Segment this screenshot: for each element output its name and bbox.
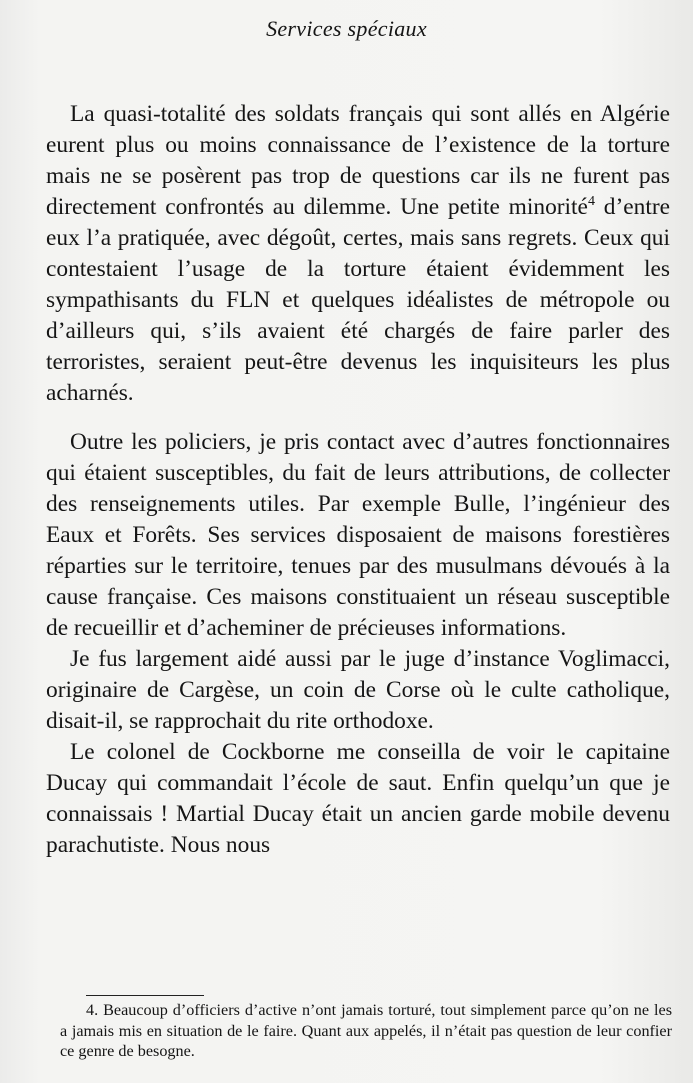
footnote-text: 4. Beaucoup d’officiers d’active n’ont jamais torturé, tout simplement parce qu’on ne les a jamais mis en situation de le faire. Quant aux appelés, il n’était pas question de leur confier ce genre de besogne. (60, 1001, 672, 1060)
footnote (60, 1000, 672, 1062)
paragraph-1 (46, 99, 670, 409)
main-text (46, 99, 670, 861)
paragraph-2: Outre les policiers, je pris contact avec d’autres fonctionnaires qui étaient susceptibles, du fait de leurs attributions, de collecter des renseignements utiles. Par exemple Bulle, l’ingénieur des Eaux et Forêts. Ses services disposaient de maisons forestières réparties sur le territoire, tenues par des musulmans dévoués à la cause française. Ces maisons constituaient un réseau susceptible de recueillir et d’acheminer de précieuses informations. (46, 429, 670, 641)
paragraph-3: Je fus largement aidé aussi par le juge d’instance Voglimacci, originaire de Cargèse, un coin de Corse où le culte catholique, disait-il, se rapprochait du rite orthodoxe. (46, 646, 670, 734)
paragraph-4: Le colonel de Cockborne me conseilla de voir le capitaine Ducay qui commandait l’école de saut. Enfin quelqu’un que je connaissais ! Martial Ducay était un ancien garde mobile devenu parachutiste. Nous nous (46, 739, 670, 858)
paragraph-1-text-b: d’entre eux l’a pratiquée, avec dégoût, certes, mais sans regrets. Ceux qui contestaient l’usage de la torture étaient évidemment les sympathisants du FLN et quelques idéalistes de métropole ou d’ailleurs qui, s’ils avaient été chargés de faire parler des terroristes, seraient peut-être devenus les inquisiteurs les plus acharnés. (46, 194, 670, 406)
footnote-separator (86, 995, 204, 996)
footnote-reference: 4 (587, 194, 595, 210)
running-header: Services spéciaux (266, 16, 427, 41)
paragraph-1-text-a: La quasi-totalité des soldats français qui sont allés en Algérie eurent plus ou moins connaissance de l’existence de la torture mais ne se posèrent pas trop de questions car ils ne furent pas directement confrontés au dilemme. Une petite minorité (46, 101, 670, 220)
